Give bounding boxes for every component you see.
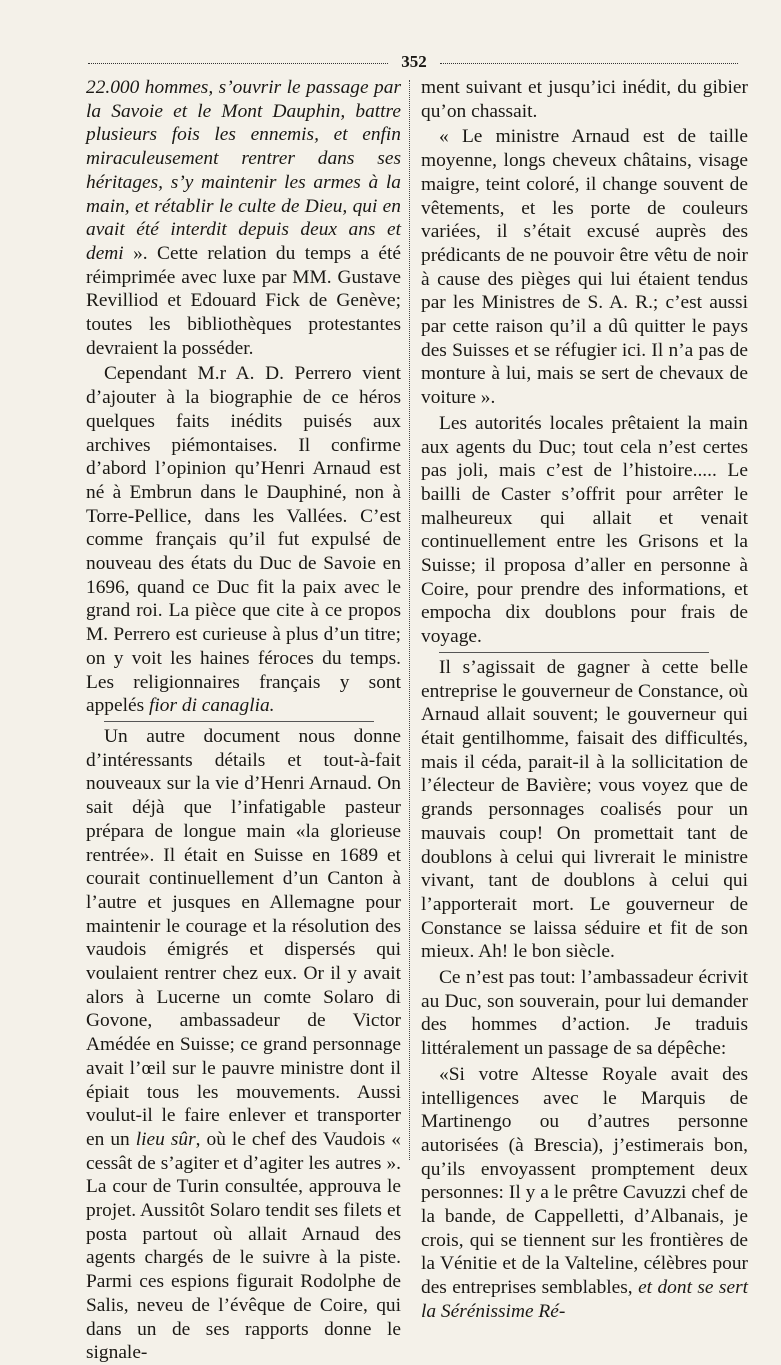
paragraph: « Le ministre Arnaud est de taille moyenne, longs cheveux châtains, visage maigre, teint coloré, il change souvent de vêtements, et les porte de couleurs variées, il s’était excusé auprès des prédicants de ne pouvoir être vêtu de noir à cause des pièges qui lui étaient tendus par les Ministres de S. A. R.; c’est aussi par cette raison qu’il a dû quitter le pays des Suisses et se réfugier ici. Il n’a pas de monture à lui, mais se sert de chevaux de voiture ». — [421, 126, 748, 409]
paragraph — [86, 76, 401, 360]
left-column — [86, 76, 401, 1365]
paragraph: Les autorités locales prêtaient la main aux agents du Duc; tout cela n’est certes pas joli, mais c’est de l’histoire..... Le bailli de Caster s’offrit pour arrêter le malheureux qui allait et venait continuellement entre les Grisons et la Suisse; il proposa d’aller en personne à Coire, pour prendre des informations, et empocha dix doublons pour frais de voyage. — [421, 412, 748, 648]
header-rule-right — [440, 63, 738, 64]
paragraph-text: Cependant M.r A. D. Perrero vient d’ajouter à la biographie de ce héros quelques faits inédits puisés aux archives piémontaises. Il confirme d’abord l’opinion qu’Henri Arnaud est né à Embrun dans le Dauphiné, non à Torre-Pellice, dans les Vallées. C’est comme français qu’il fut expulsé de nouveau des états du Duc de Savoie en 1696, quand ce Duc fit la paix avec le grand roi. La pièce que cite à ce propos M. Perrero est curieuse à plus d’un titre; on y voit les haines féroces du temps. Les religionnaires français y sont appelés — [86, 363, 401, 717]
paragraph — [86, 362, 401, 718]
italic-phrase: lieu sûr — [135, 1128, 196, 1150]
paragraph — [421, 1063, 748, 1324]
italic-phrase: fior di canaglia. — [149, 695, 275, 717]
paragraph-text: ». Cette relation du temps a été réimprimée avec luxe par MM. Gustave Revilliod et Edouard Fick de Genève; toutes les bibliothèques protestantes devraient la posséder. — [86, 242, 401, 359]
paragraph — [86, 725, 401, 1365]
paragraph: ment suivant et jusqu’ici inédit, du gibier qu’on chassait. — [421, 77, 748, 122]
paragraph-text: Un autre document nous donne d’intéressants détails et tout-à-fait nouveaux sur la vie d’Henri Arnaud. On sait déjà que l’infatigable pasteur prépara de longue main «la glorieuse rentrée». Il était en Suisse en 1689 et courait continuellement d’un Canton à l’autre et jusques en Allemagne pour maintenir le courage et la résolution des vaudois émigrés et dispersés qui voulaient rentrer chez eux. Or il y avait alors à Lucerne un comte Solaro di Govone, ambassadeur de Victor Amédée en Suisse; ce grand personnage avait l’œil sur le pauvre ministre dont il épiait tous les mouvements. Aussi voulut-il le faire enlever et transporter en un — [86, 725, 401, 1150]
page-header — [88, 52, 738, 74]
paragraph-text: «Si votre Altesse Royale avait des intelligences avec le Marquis de Martinengo ou d’autres personne autorisées (à Brescia), j’estimerais bon, qu’ils envoyassent promptement deux personnes: Il y a le prêtre Cavuzzi chef de la bande, de Cappelletti, d’Albanais, je crois, qui se tiennent sur les frontières de la Vénitie et de la Valteline, célèbres pour des entreprises semblables, — [421, 1063, 748, 1299]
italic-phrase: et dont se sert la Sérénissime Ré- — [421, 1277, 748, 1322]
paragraph: Ce n’est pas tout: l’ambassadeur écrivit au Duc, son souverain, pour lui demander des hommes d’action. Je traduis littéralement un passage de sa dépêche: — [421, 967, 748, 1060]
paragraph: Il s’agissait de gagner à cette belle entreprise le gouverneur de Constance, où Arnaud allait souvent; le gouverneur qui était gentilhomme, faisait des difficultés, mais il céda, parait-il à la sollicitation de l’électeur de Bavière; vous voyez que de grands personnages coalisés pour un mauvais coup! On promettait tant de doublons à celui qui livrerait le ministre vivant, tant de doublons à celui qui l’apporterait mort. Le gouverneur de Constance se laissa séduire et fit de son mieux. Ah! le bon siècle. — [421, 656, 748, 963]
header-rule-left — [88, 63, 388, 64]
paragraph-text: , où le chef des Vaudois « cessât de s’agiter et d’agiter les autres ». La cour de Turin consultée, approuva le projet. Aussitôt Solaro tendit ses filets et posta partout où allait Arnaud des agents chargés de le suivre à la piste. Parmi ces espions figurait Rodolphe de Salis, neveu de l’évêque de Coire, qui dans un de ses rapports donne le signale- — [86, 1128, 402, 1364]
section-separator — [439, 652, 709, 653]
column-divider — [409, 80, 410, 1160]
italic-quote: 22.000 hommes, s’ouvrir le passage par la Savoie et le Mont Dauphin, battre plusieurs fois les ennemis, et enfin miraculeusement rentrer dans ses héritages, s’y maintenir les armes à la main, et rétablir le culte de Dieu, qui en avait été interdit depuis deux ans et demi — [86, 77, 401, 264]
page-number: 352 — [401, 52, 427, 71]
section-separator — [104, 721, 374, 722]
right-column — [421, 76, 748, 1324]
